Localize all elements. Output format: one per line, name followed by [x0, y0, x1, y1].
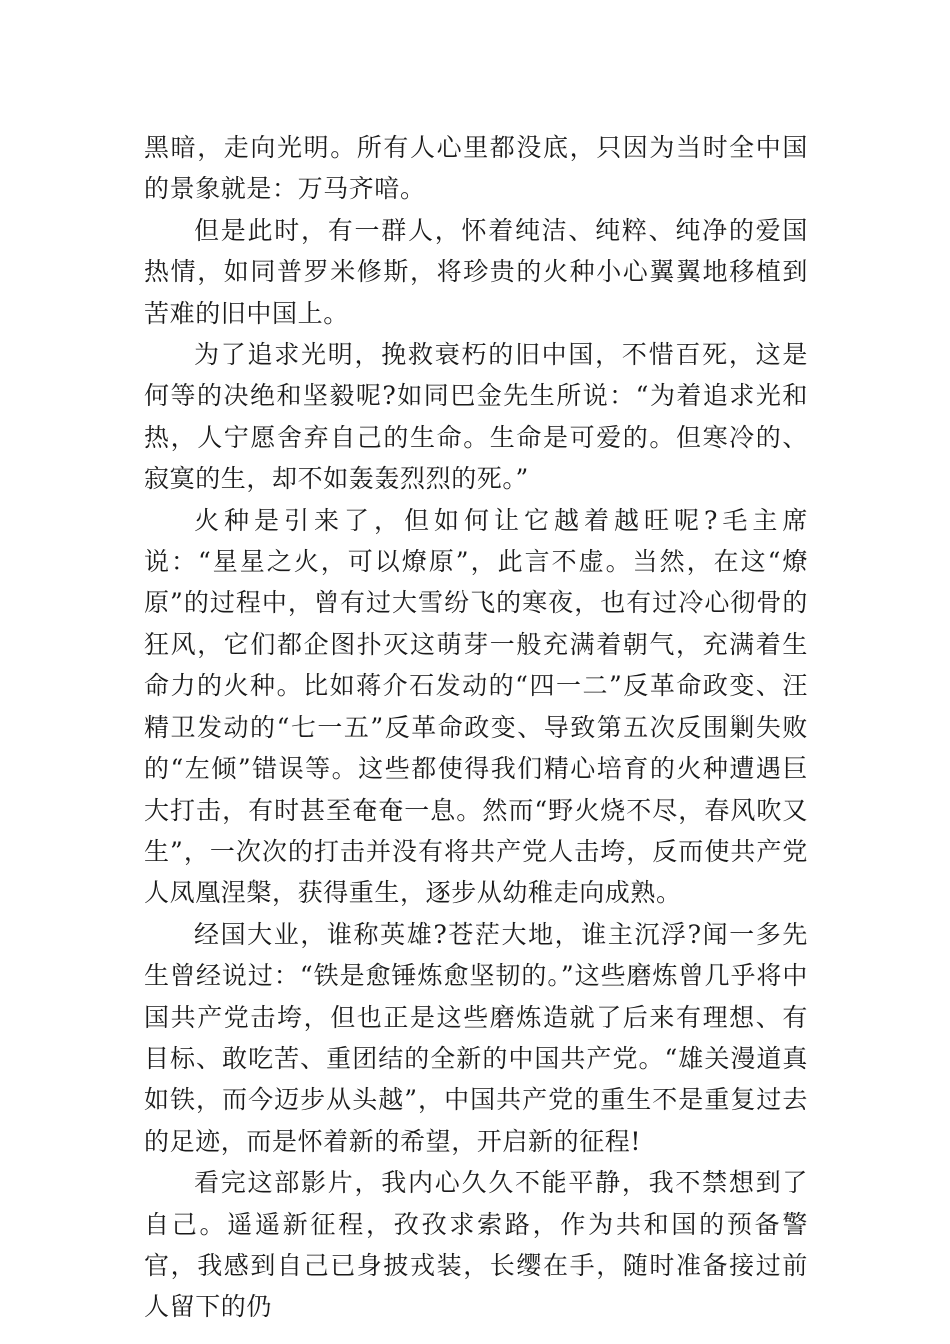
paragraph-continuation: 黑暗，走向光明。所有人心里都没底，只因为当时全中国的景象就是：万马齐喑。 [144, 133, 808, 204]
paragraph-wen-yiduo-quote: 经国大业，谁称英雄?苍茫大地，谁主沉浮?闻一多先生曾经说过：“铁是愈锤炼愈坚韧的。”这些磨炼曾几乎将中国共产党击垮，但也正是这些磨炼造就了后来有理想、有目标、敢吃苦、重团结的全新的中国共产党。“雄关漫道真如铁，而今迈步从头越”，中国共产党的重生不是重复过去的足迹，而是怀着新的希望，开启新的征程! [144, 919, 808, 1156]
paragraph-reflection: 看完这部影片，我内心久久不能平静，我不禁想到了自己。遥遥新征程，孜孜求索路，作为共和国的预备警官，我感到自己已身披戎装，长缨在手，随时准备接过前人留下的仍 [144, 1168, 808, 1322]
paragraph-bajin-quote: 为了追求光明，挽救衰朽的旧中国，不惜百死，这是何等的决绝和坚毅呢?如同巴金先生所说：“为着追求光和热，人宁愿舍弃自己的生命。生命是可爱的。但寒冷的、寂寞的生，却不如轰轰烈烈的死。” [144, 340, 808, 494]
document-body [144, 127, 808, 1328]
paragraph-prometheus: 但是此时，有一群人，怀着纯洁、纯粹、纯净的爱国热情，如同普罗米修斯，将珍贵的火种小心翼翼地移植到苦难的旧中国上。 [144, 215, 808, 328]
paragraph-spark-prairie-fire: 火种是引来了，但如何让它越着越旺呢?毛主席说：“星星之火，可以燎原”，此言不虚。当然，在这“燎原”的过程中，曾有过大雪纷飞的寒夜，也有过冷心彻骨的狂风，它们都企图扑灭这萌芽一般充满着朝气，充满着生命力的火种。比如蒋介石发动的“四一二”反革命政变、汪精卫发动的“七一五”反革命政变、导致第五次反围剿失败的“左倾”错误等。这些都使得我们精心培育的火种遭遇巨大打击，有时甚至奄奄一息。然而“野火烧不尽，春风吹又生”，一次次的打击并没有将共产党人击垮，反而使共产党人凤凰涅槃，获得重生，逐步从幼稚走向成熟。 [144, 505, 808, 908]
